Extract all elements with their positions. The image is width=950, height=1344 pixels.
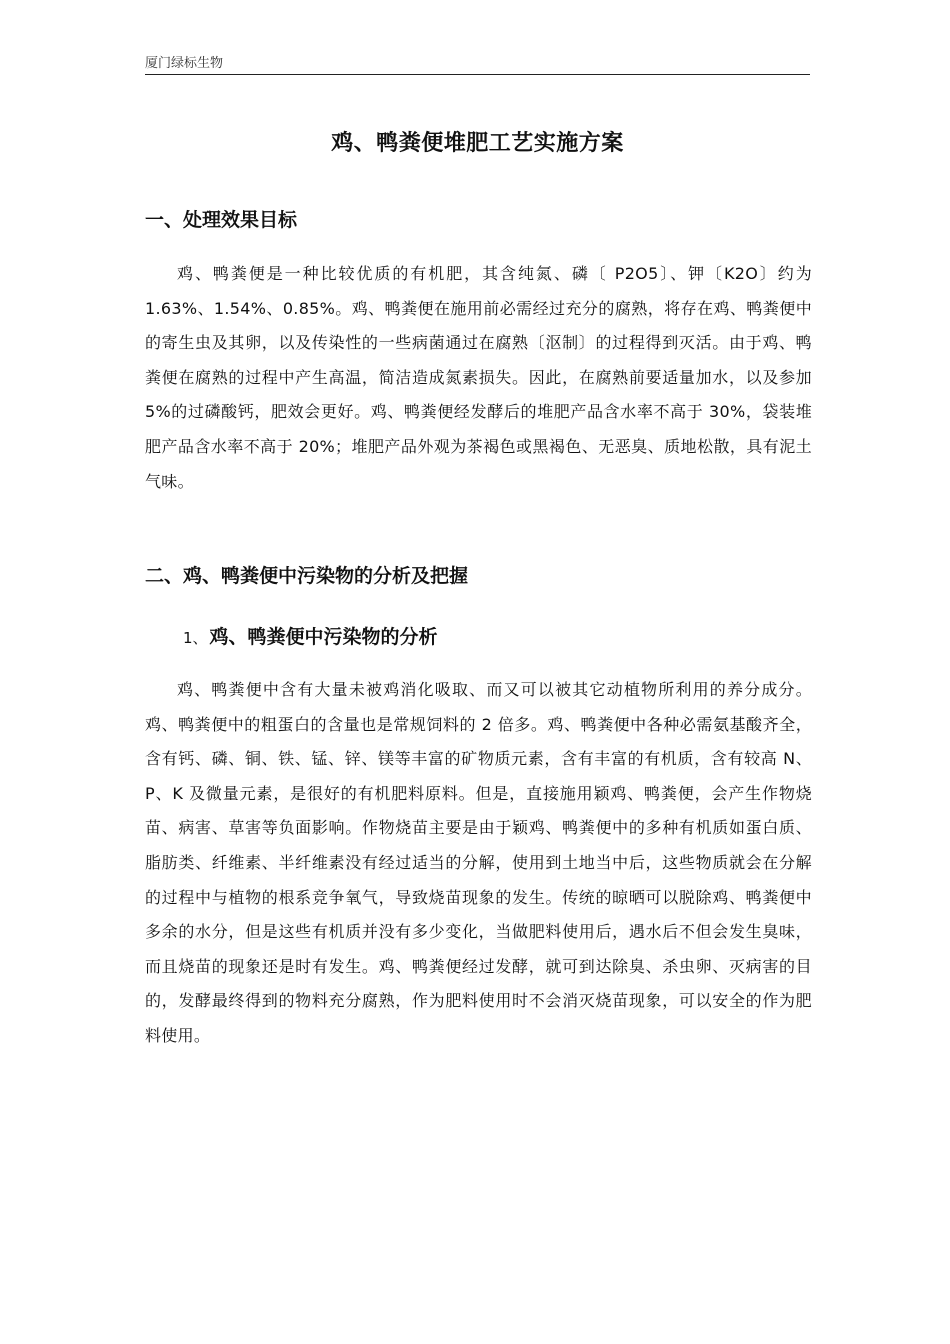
section-2-heading: 二、鸡、鸭粪便中污染物的分析及把握 bbox=[145, 565, 469, 587]
subsection-1-paragraph: 鸡、鸭粪便中含有大量未被鸡消化吸取、而又可以被其它动植物所利用的养分成分。鸡、鸭粪便中的粗蛋白的含量也是常规饲料的 2 倍多。鸡、鸭粪便中各种必需氨基酸齐全，含有钙、磷、铜、铁、锰、锌、镁等丰富的矿物质元素，含有丰富的有机质，含有较高 N、P、K 及微量元素，是很好的有机肥料原料。但是，直接施用颖鸡、鸭粪便，会产生作物烧苗、病害、草害等负面影响。作物烧苗主要是由于颖鸡、鸭粪便中的多种有机质如蛋白质、脂肪类、纤维素、半纤维素没有经过适当的分解，使用到土地当中后，这些物质就会在分解的过程中与植物的根系竞争氧气，导致烧苗现象的发生。传统的晾晒可以脱除鸡、鸭粪便中多余的水分，但是这些有机质并没有多少变化，当做肥料使用后，遇水后不但会发生臭味，而且烧苗的现象还是时有发生。鸡、鸭粪便经过发酵，就可到达除臭、杀虫卵、灭病害的目的，发酵最终得到的物料充分腐熟，作为肥料使用时不会消灭烧苗现象，可以安全的作为肥料使用。 bbox=[145, 680, 812, 1045]
subsection-1-title: 鸡、鸭粪便中污染物的分析 bbox=[209, 626, 438, 648]
document-title: 鸡、鸭粪便堆肥工艺实施方案 bbox=[331, 131, 624, 156]
page-header bbox=[145, 56, 810, 75]
section-1-heading: 一、处理效果目标 bbox=[145, 209, 298, 231]
section-1-paragraph: 鸡、鸭粪便是一种比较优质的有机肥，其含纯氮、磷〔 P2O5〕、钾〔K2O〕约为 1.63%、1.54%、0.85%。鸡、鸭粪便在施用前必需经过充分的腐熟，将存在鸡、鸭粪便中的寄生虫及其卵，以及传染性的一些病菌通过在腐熟〔沤制〕的过程得到灭活。由于鸡、鸭粪便在腐熟的过程中产生高温，简洁造成氮素损失。因此，在腐熟前要适量加水，以及参加 5%的过磷酸钙，肥效会更好。鸡、鸭粪便经发酵后的堆肥产品含水率不高于 30%，袋装堆肥产品含水率不高于 20%；堆肥产品外观为茶褐色或黑褐色、无恶臭、质地松散，具有泥土气味。 bbox=[145, 264, 812, 491]
header-company-name: 厦门绿标生物 bbox=[145, 56, 224, 71]
subsection-1-number: 1、 bbox=[183, 629, 208, 647]
subsection-1-heading bbox=[183, 623, 438, 652]
